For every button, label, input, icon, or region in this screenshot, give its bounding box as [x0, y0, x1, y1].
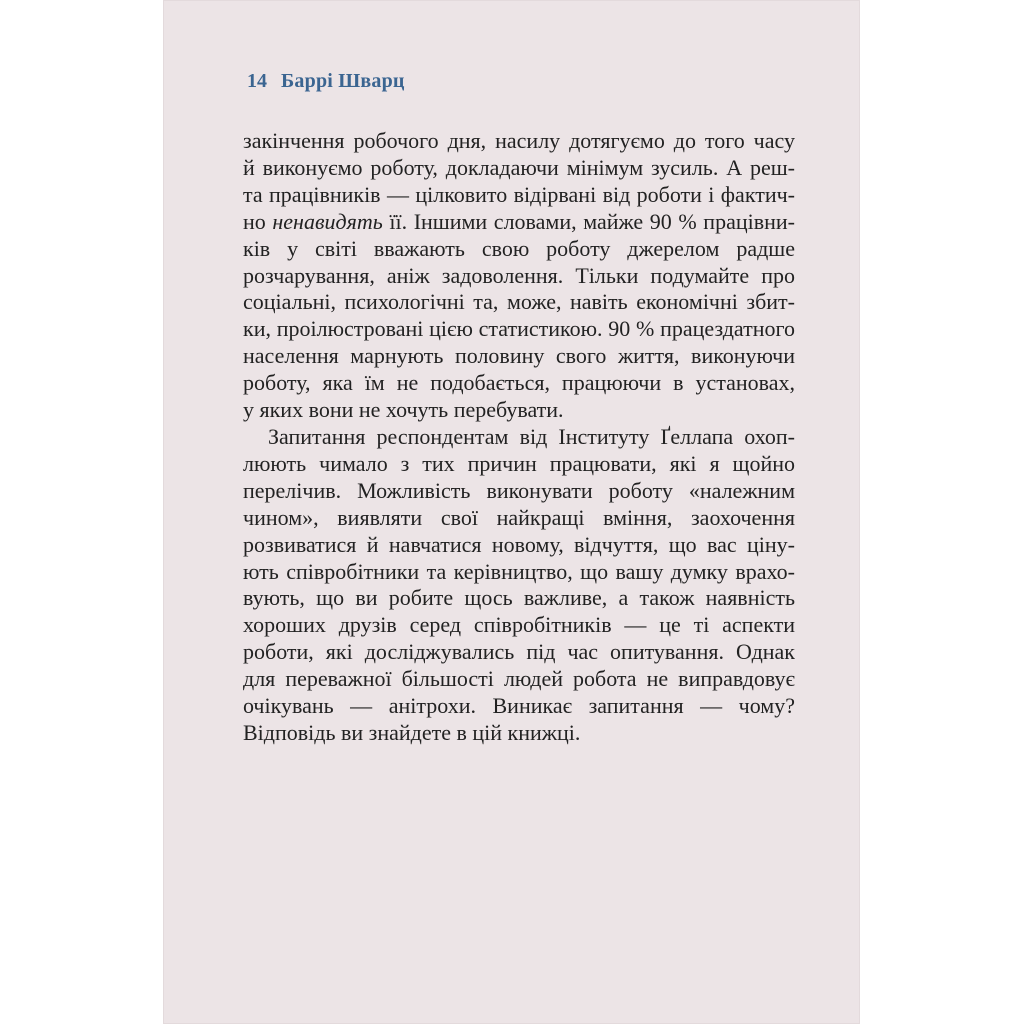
text-line: вують, що ви робите щось важливе, а також наявність	[243, 585, 795, 611]
text-line	[243, 209, 795, 236]
text-line: у яких вони не хочуть перебувати.	[243, 397, 564, 423]
text-line: ки, проілюстровані цією статистикою. 90 % працездатного	[243, 316, 795, 342]
text-line: люють чимало з тих причин працювати, які я щойно	[243, 450, 795, 476]
text-line: роботу, яка їм не подобається, працюючи в установах,	[243, 370, 795, 396]
text-line: й виконуємо роботу, докладаючи мінімум зусиль. А реш-	[243, 154, 795, 180]
text-line: закінчення робочого дня, насилу дотягуємо до того часу	[243, 128, 795, 153]
text-line: населення марнують половину свого життя, виконуючи	[243, 343, 795, 369]
text-line: Відповідь ви знайдете в цій книжці.	[243, 719, 581, 745]
text-segment: її. Іншими словами, майже 90 % працівни-	[382, 208, 795, 234]
text-line: перелічив. Можливість виконувати роботу «належним	[243, 477, 795, 503]
text-line: для переважної більшості людей робота не виправдовує	[243, 666, 795, 692]
text-line: та працівників — цілковито відірвані від роботи і фактич-	[243, 181, 795, 207]
text-line: чином», виявляти свої найкращі вміння, заохочення	[243, 504, 795, 530]
text-segment: но	[243, 208, 273, 234]
page-body	[243, 128, 795, 747]
text-line: роботи, які досліджувались під час опитування. Однак	[243, 639, 795, 665]
text-line: хороших друзів серед співробітників — це ті аспекти	[243, 612, 795, 638]
text-line: ють співробітники та керівництво, що вашу думку врахо-	[243, 558, 795, 584]
text-line: очікувань — анітрохи. Виникає запитання — чому?	[243, 693, 795, 719]
text-line: розчарування, аніж задоволення. Тільки подумайте про	[243, 262, 795, 288]
running-header	[247, 70, 405, 100]
text-line: Запитання респондентам від Інституту Ґеллапа охоп-	[268, 423, 795, 449]
page-number: 14	[247, 70, 267, 92]
emphasis-word: ненавидять	[272, 208, 383, 234]
paragraph-1	[243, 128, 795, 424]
text-line: соціальні, психологічні та, може, навіть економічні збит-	[243, 289, 795, 315]
paragraph-2	[243, 424, 795, 747]
text-line: розвиватися й навчатися новому, відчуття, що вас ціну-	[243, 531, 795, 557]
author-name: Баррі Шварц	[281, 70, 405, 92]
text-line: ків у світі вважають свою роботу джерелом радше	[243, 235, 795, 261]
